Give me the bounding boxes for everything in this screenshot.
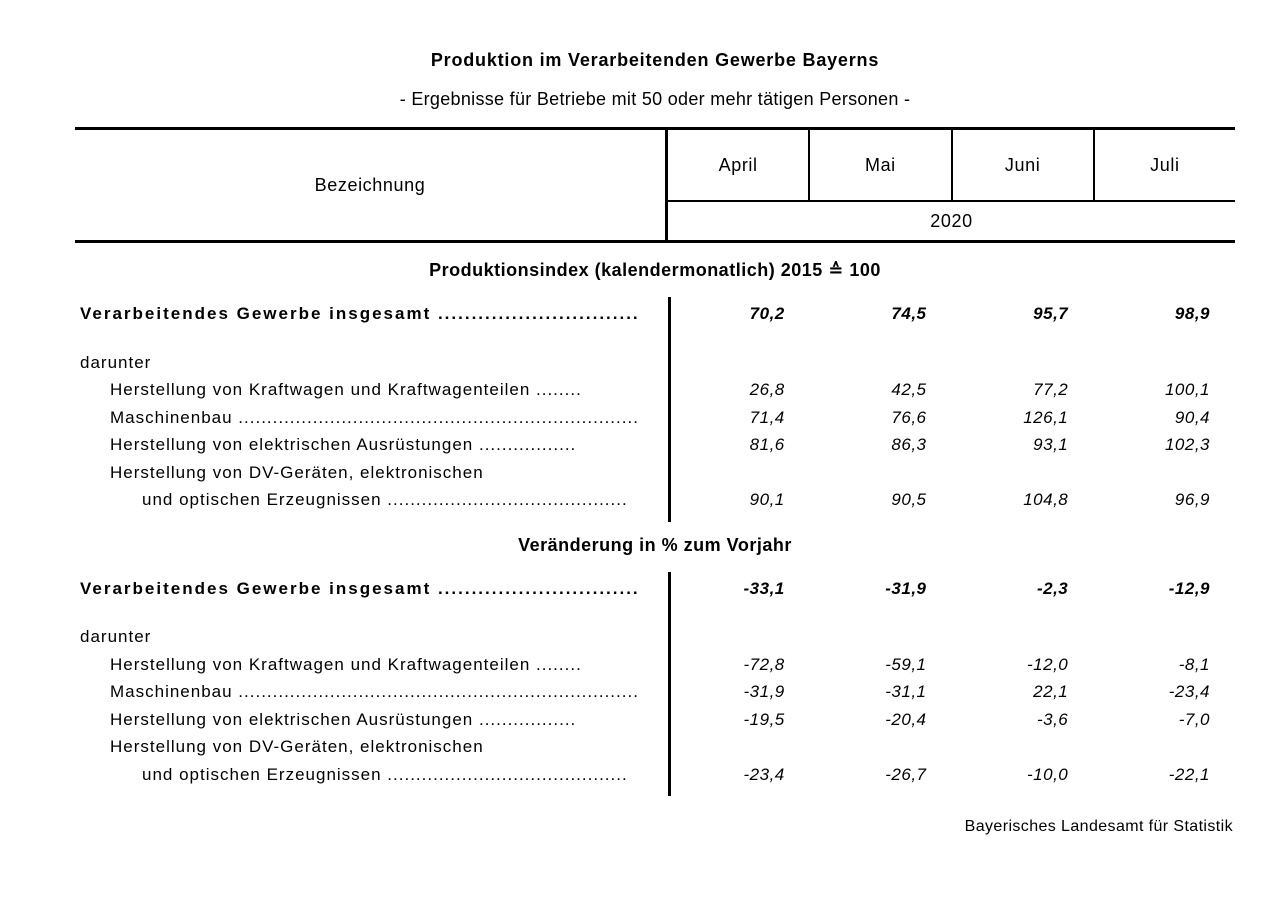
table-row [75, 651, 1235, 679]
value-cell: -7,0 [1178, 709, 1210, 729]
column-header-april: April [718, 154, 758, 175]
value-cell: 126,1 [1023, 407, 1069, 427]
value-cell: -12,9 [1168, 578, 1210, 598]
section-body [75, 297, 1235, 522]
row-values [668, 706, 1235, 734]
row-label: darunter [80, 352, 152, 372]
row-values [668, 651, 1235, 679]
row-label: darunter [80, 627, 152, 646]
value-cell: 96,9 [1174, 490, 1210, 509]
value-cell: -19,5 [743, 709, 785, 729]
table-row [75, 376, 1235, 404]
value-cell: 81,6 [749, 435, 785, 454]
value-cell: -72,8 [743, 654, 785, 674]
value-cell: 77,2 [1033, 380, 1069, 399]
value-cell: -31,9 [743, 682, 785, 701]
row-values [668, 761, 1235, 789]
value-cell: -22,1 [1168, 764, 1210, 784]
row-label: Maschinenbau ...................................................................... [110, 407, 639, 427]
value-cell: -31,1 [885, 682, 927, 701]
value-cell: 74,5 [891, 304, 927, 323]
section-produktionsindex [75, 257, 1235, 522]
section-title: Veränderung in % zum Vorjahr [518, 534, 792, 555]
document-title: Produktion im Verarbeitenden Gewerbe Bayerns [430, 50, 880, 70]
value-cell: -20,4 [885, 709, 927, 729]
column-divider-line [668, 297, 671, 522]
value-cell: 70,2 [749, 304, 785, 323]
value-cell: -12,0 [1027, 654, 1069, 674]
row-values [668, 486, 1235, 514]
value-cell: -59,1 [885, 654, 927, 674]
column-header-bezeichnung: Bezeichnung [75, 130, 668, 240]
row-label: Herstellung von Kraftwagen und Kraftwagenteilen ........ [110, 654, 582, 674]
value-cell: 93,1 [1033, 435, 1069, 454]
row-values [668, 376, 1235, 404]
row-values [668, 623, 1235, 651]
value-cell: 22,1 [1033, 682, 1069, 701]
source-attribution: Bayerisches Landesamt für Statistik [964, 818, 1233, 835]
value-cell: -23,4 [1168, 682, 1210, 701]
column-divider-line [668, 572, 671, 797]
row-label: Herstellung von elektrischen Ausrüstungen ................. [110, 709, 577, 729]
table-row-wrap-line [75, 733, 1235, 761]
row-label: und optischen Erzeugnissen .......................................... [142, 490, 628, 509]
value-cell: 95,7 [1033, 304, 1069, 323]
row-values [668, 300, 1235, 328]
value-cell: -2,3 [1036, 578, 1069, 598]
month-header-group [668, 130, 1235, 240]
row-label: Verarbeitendes Gewerbe insgesamt .............................. [80, 304, 640, 323]
value-cell: -26,7 [885, 764, 927, 784]
value-cell: 71,4 [749, 407, 785, 427]
row-label: Maschinenbau ...................................................................... [110, 682, 639, 701]
column-header-mai: Mai [808, 130, 950, 200]
table-row [75, 761, 1235, 789]
table-row [75, 431, 1235, 459]
value-cell: -33,1 [743, 578, 785, 598]
row-values [668, 431, 1235, 459]
table-row [75, 678, 1235, 706]
column-header-juli: Juli [1093, 130, 1235, 200]
row-label: Herstellung von DV-Geräten, elektronischen [110, 462, 484, 482]
table-row-group-label [75, 623, 1235, 651]
statistics-document [75, 0, 1235, 836]
value-cell: 102,3 [1164, 435, 1210, 454]
row-label: Herstellung von DV-Geräten, elektronischen [110, 737, 484, 756]
row-label: Herstellung von Kraftwagen und Kraftwagenteilen ........ [110, 380, 582, 399]
value-cell: -31,9 [885, 578, 927, 598]
column-header-juni: Juni [951, 130, 1093, 200]
value-cell: 90,4 [1174, 407, 1210, 427]
table-row [75, 486, 1235, 514]
row-label: Herstellung von elektrischen Ausrüstungen ................. [110, 435, 577, 454]
value-cell: -23,4 [743, 764, 785, 784]
value-cell: 98,9 [1174, 304, 1210, 323]
table-row-group-label [75, 349, 1235, 377]
row-values [668, 678, 1235, 706]
table-row-wrap-line [75, 459, 1235, 487]
year-header: 2020 [668, 200, 1235, 240]
value-cell: -8,1 [1178, 654, 1210, 674]
value-cell: 26,8 [749, 380, 785, 399]
value-cell: -3,6 [1036, 709, 1069, 729]
row-values [668, 733, 1235, 761]
value-cell: 100,1 [1164, 380, 1210, 399]
table-header [75, 127, 1235, 243]
month-header-row [668, 130, 1235, 200]
row-values [668, 404, 1235, 432]
value-cell: 86,3 [891, 435, 927, 454]
value-cell: 104,8 [1023, 490, 1069, 509]
document-subtitle: - Ergebnisse für Betriebe mit 50 oder mehr tätigen Personen - [399, 89, 911, 109]
row-label: und optischen Erzeugnissen .......................................... [142, 764, 628, 784]
table-row [75, 706, 1235, 734]
value-cell: -10,0 [1027, 764, 1069, 784]
row-values [668, 349, 1235, 377]
row-values [668, 575, 1235, 603]
table-row-total [75, 575, 1235, 603]
section-body [75, 572, 1235, 797]
value-cell: 76,6 [891, 407, 927, 427]
table-row [75, 404, 1235, 432]
value-cell: 42,5 [891, 380, 927, 399]
value-cell: 90,5 [891, 490, 927, 509]
row-label: Verarbeitendes Gewerbe insgesamt .............................. [80, 578, 640, 598]
section-title: Produktionsindex (kalendermonatlich) 2015 ≙ 100 [429, 260, 881, 280]
table-row-total [75, 300, 1235, 328]
section-veraenderung [75, 532, 1235, 797]
value-cell: 90,1 [749, 490, 785, 509]
row-values [668, 459, 1235, 487]
